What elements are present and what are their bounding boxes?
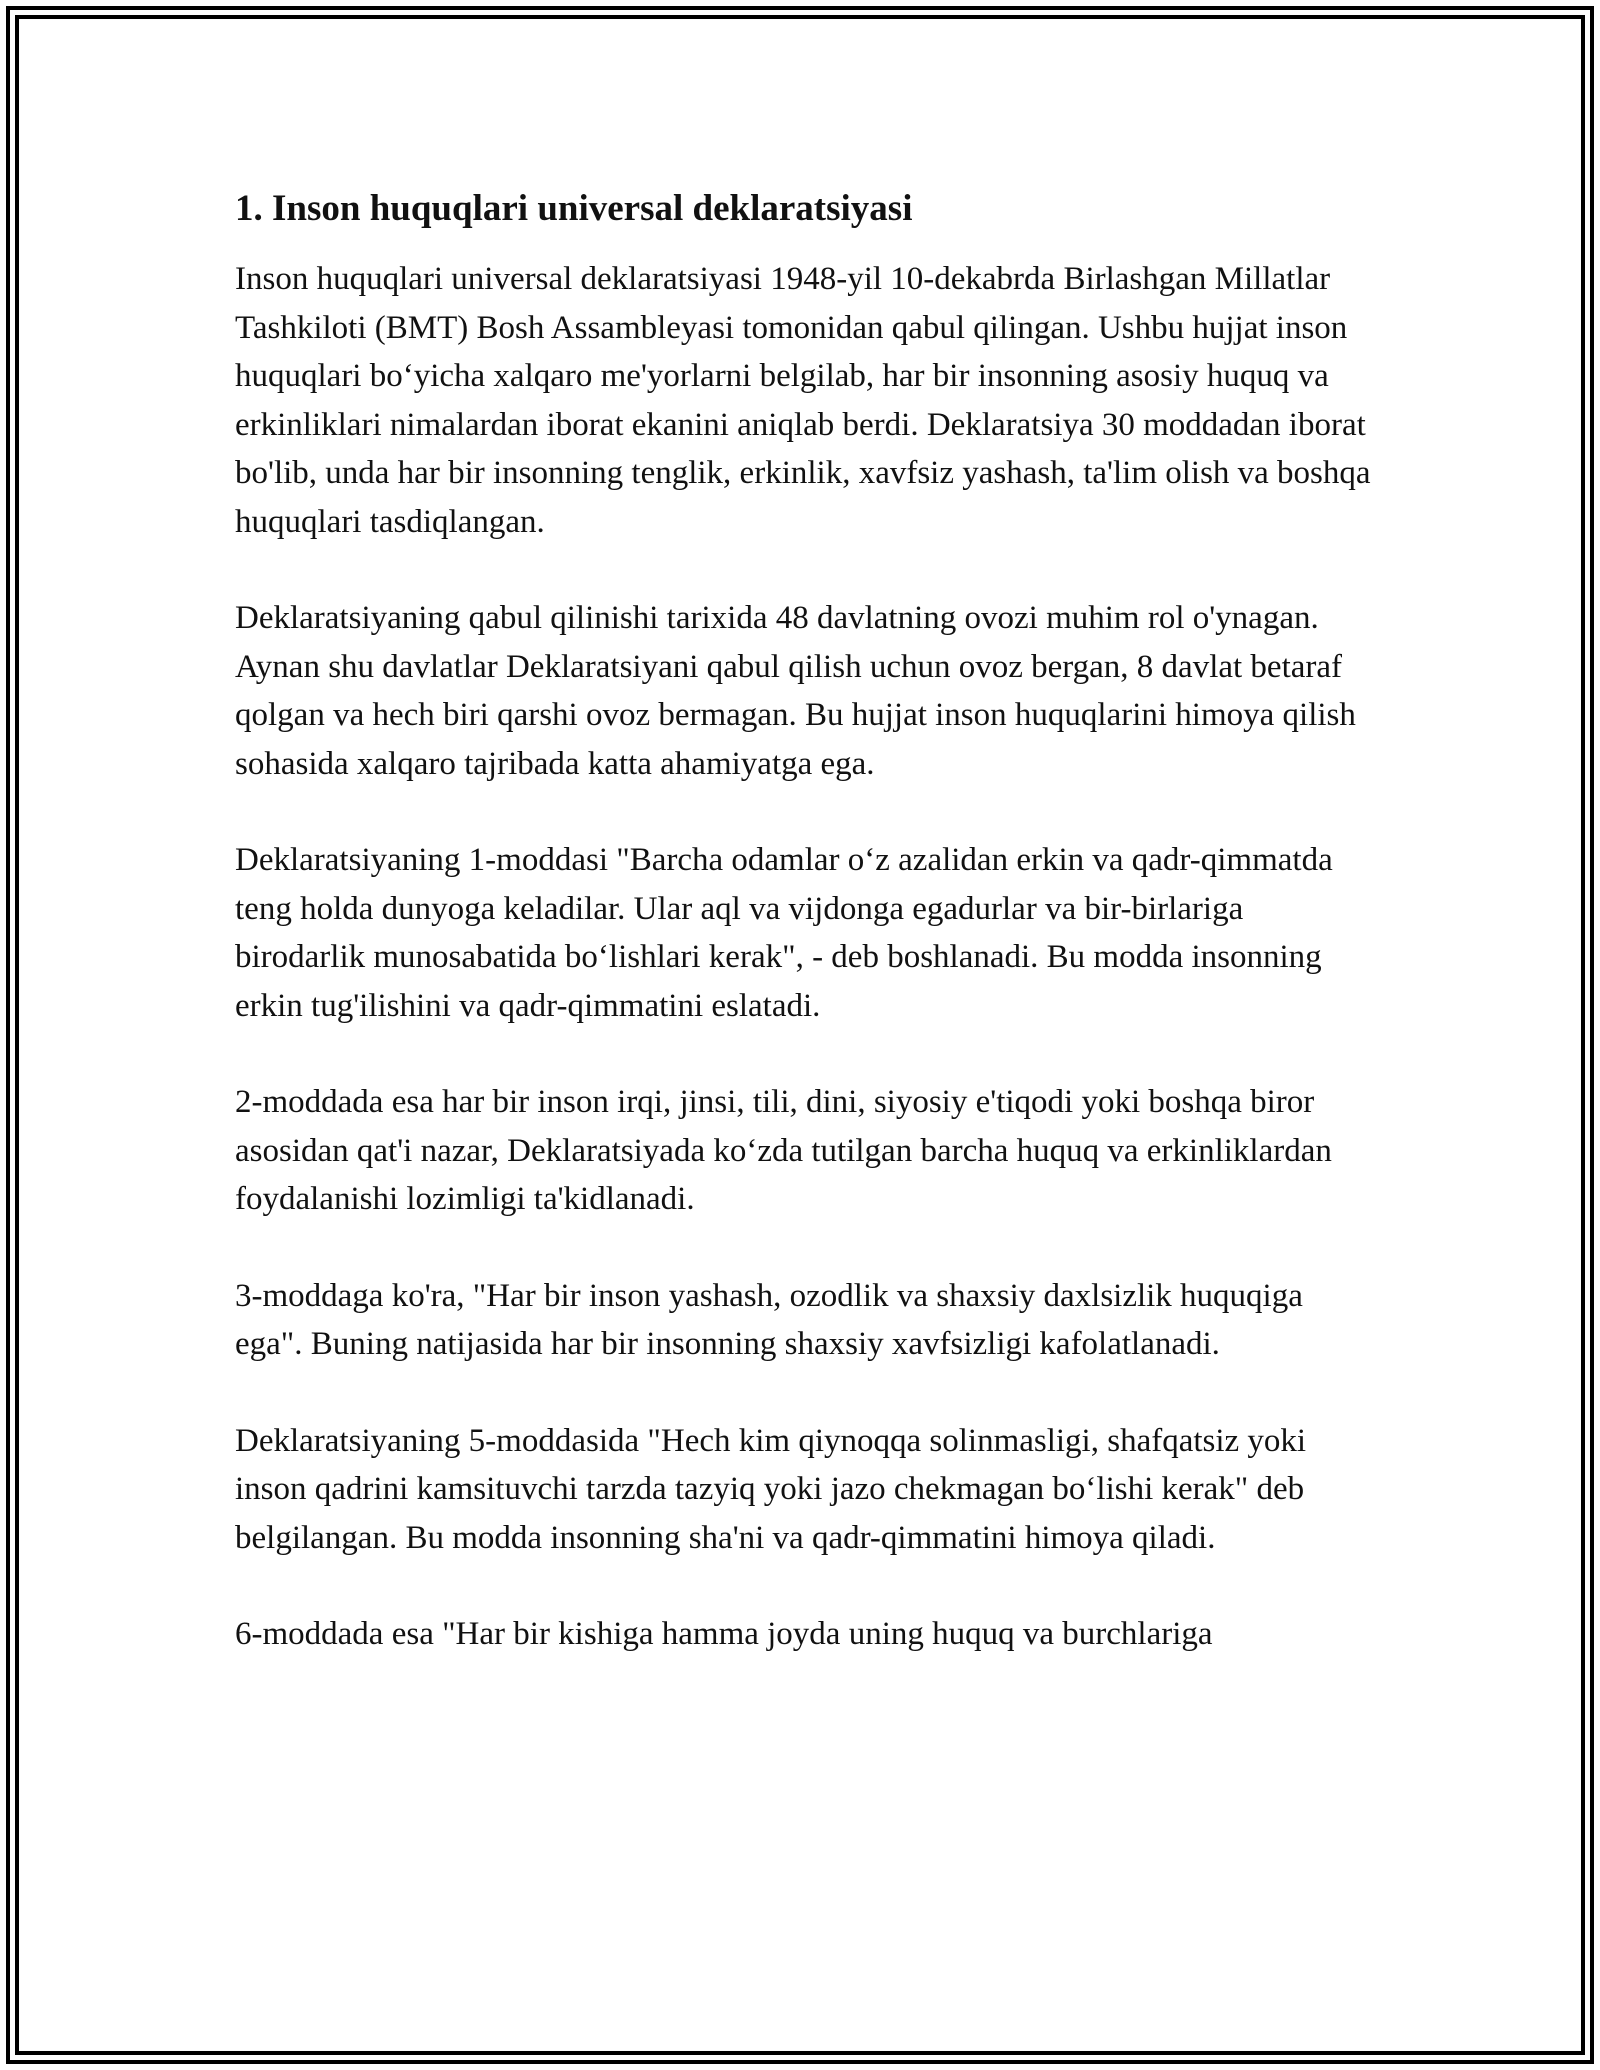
document-body — [235, 185, 1375, 1707]
document-title: 1. Inson huquqlari universal deklaratsiyasi — [235, 188, 913, 229]
paragraph-history: Deklaratsiyaning qabul qilinishi tarixida 48 davlatning ovozi muhim rol o'ynagan. Aynan shu davlatlar Deklaratsiyani qabul qilish uchun ovoz bergan, 8 davlat betaraf qolgan va hech biri qarshi ovoz bermagan. Bu hujjat inson huquqlarini himoya qilish sohasida xalqaro tajribada katta ahamiyatga ega. — [235, 600, 1356, 782]
paragraph-article-6: 6-moddada esa "Har bir kishiga hamma joyda uning huquq va burchlariga — [235, 1616, 1213, 1652]
paragraph-article-3: 3-moddaga ko'ra, "Har bir inson yashash, ozodlik va shaxsiy daxlsizlik huquqiga ega". Buning natijasida har bir insonning shaxsiy xavfsizligi kafolatlanadi. — [235, 1277, 1303, 1362]
paragraph-article-1: Deklaratsiyaning 1-moddasi "Barcha odamlar o‘z azalidan erkin va qadr-qimmatda teng holda dunyoga keladilar. Ular aql va vijdonga egadurlar va bir-birlariga birodarlik munosabatida bo‘lishlari kerak", - deb boshlanadi. Bu modda insonning erkin tug'ilishini va qadr-qimmatini eslatadi. — [235, 842, 1333, 1024]
paragraph-article-5: Deklaratsiyaning 5-moddasida "Hech kim qiynoqqa solinmasligi, shafqatsiz yoki inson qadrini kamsituvchi tarzda tazyiq yoki jazo chekmagan bo‘lishi kerak" deb belgilangan. Bu modda insonning sha'ni va qadr-qimmatini himoya qiladi. — [235, 1422, 1307, 1556]
paragraph-article-2: 2-moddada esa har bir inson irqi, jinsi, tili, dini, siyosiy e'tiqodi yoki boshqa biror asosidan qat'i nazar, Deklaratsiyada ko‘zda tutilgan barcha huquq va erkinliklardan foydalanishi lozimligi ta'kidlanadi. — [235, 1084, 1332, 1217]
paragraph-intro: Inson huquqlari universal deklaratsiyasi 1948-yil 10-dekabrda Birlashgan Millatlar Tashkiloti (BMT) Bosh Assambleyasi tomonidan qabul qilingan. Ushbu hujjat inson huquqlari bo‘yicha xalqaro me'yorlarni belgilab, har bir insonning asosiy huquq va erkinliklari nimalardan iborat ekanini aniqlab berdi. Deklaratsiya 30 moddadan iborat bo'lib, unda har bir insonning tenglik, erkinlik, xavfsiz yashash, ta'lim olish va boshqa huquqlari tasdiqlangan. — [235, 261, 1371, 540]
